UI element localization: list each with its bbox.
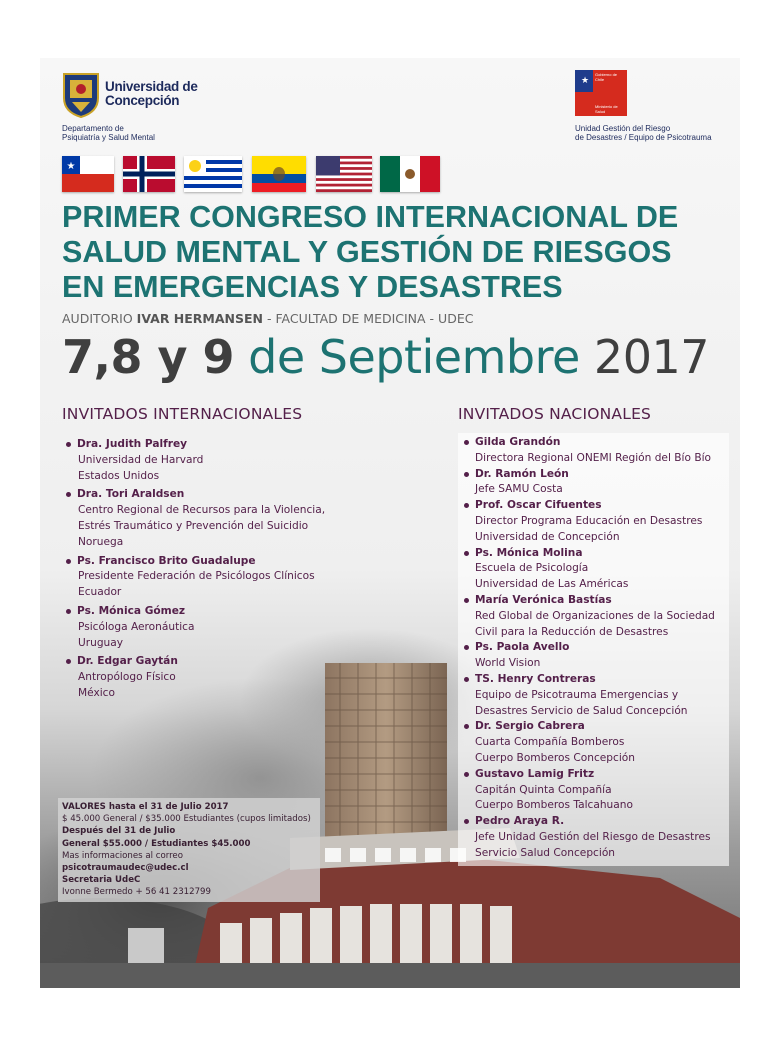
guest-affiliation: Jefe Unidad Gestión del Riesgo de Desastres: [475, 830, 711, 843]
guest-name: Pedro Araya R.: [475, 815, 565, 828]
guest-entry: [62, 437, 362, 484]
bullet-icon: [464, 724, 469, 729]
price-info-line: VALORES hasta el 31 de Julio 2017: [62, 802, 229, 812]
bullet-icon: [66, 609, 71, 614]
guest-affiliation: Estados Unidos: [78, 469, 160, 482]
guest-affiliation: Universidad de Concepción: [475, 530, 620, 543]
event-dates: 7,8 y 9 de Septiembre 2017: [62, 330, 709, 384]
bullet-icon: [464, 503, 469, 508]
guest-affiliation: Director Programa Educación en Desastres: [475, 514, 703, 527]
national-guests-heading: INVITADOS NACIONALES: [458, 405, 652, 423]
guest-entry: [460, 435, 725, 467]
ministry-unit: Unidad Gestión del Riesgo de Desastres / Equipo de Psicotrauma: [575, 124, 712, 142]
guest-name: María Verónica Bastías: [475, 593, 612, 606]
bullet-icon: [464, 645, 469, 650]
svg-text:★: ★: [66, 161, 76, 172]
guest-affiliation: Cuarta Compañía Bomberos: [475, 736, 625, 749]
guest-name: Gilda Grandón: [475, 436, 561, 448]
bullet-icon: [464, 472, 469, 477]
guest-entry: [460, 814, 725, 861]
guest-affiliation: Servicio Salud Concepción: [475, 846, 616, 859]
guest-entry: [460, 498, 725, 545]
congress-title: PRIMER CONGRESO INTERNACIONAL DE SALUD MENTAL Y GESTIÓN DE RIESGOS EN EMERGENCIAS Y DESASTRES: [62, 200, 679, 304]
guest-affiliation: Universidad de Las Américas: [475, 578, 629, 591]
guest-name: Ps. Paola Avello: [475, 641, 570, 654]
star-icon: ★: [581, 76, 590, 86]
guest-affiliation: Equipo de Psicotrauma Emergencias y: [475, 688, 679, 701]
bullet-icon: [66, 559, 71, 564]
guest-affiliation: Ecuador: [78, 586, 122, 599]
guest-name: Dr. Ramón León: [475, 467, 569, 480]
guest-affiliation: Psicóloga Aeronáutica: [78, 620, 195, 633]
guest-affiliation: Cuerpo Bomberos Concepción: [475, 751, 635, 764]
prices-info-box: [58, 798, 320, 902]
uruguay-flag-icon: [184, 156, 242, 192]
price-info-line: Ivonne Bermedo + 56 41 2312799: [62, 887, 211, 898]
guest-name: Ps. Mónica Molina: [475, 546, 583, 559]
norway-flag-icon: [123, 156, 175, 192]
congress-poster: [40, 58, 740, 988]
mexico-flag-icon: [380, 156, 440, 192]
guest-affiliation: Jefe SAMU Costa: [475, 483, 563, 496]
guest-entry: [460, 672, 725, 719]
bullet-icon: [464, 772, 469, 777]
ministry-logo: ★ Gobierno de Chile Ministerio de Salud: [575, 70, 627, 116]
bullet-icon: [66, 442, 71, 447]
venue-line: AUDITORIO IVAR HERMANSEN - FACULTAD DE MEDICINA - UDEC: [62, 311, 474, 326]
bullet-icon: [464, 440, 469, 445]
guest-name: Dra. Tori Araldsen: [77, 488, 185, 501]
guest-affiliation: Capitán Quinta Compañía: [475, 783, 612, 796]
guest-entry: [62, 654, 362, 701]
guest-entry: [460, 640, 725, 672]
international-guest-list: [62, 437, 362, 705]
guest-name: TS. Henry Contreras: [475, 672, 596, 685]
bullet-icon: [464, 677, 469, 682]
guest-entry: [62, 604, 362, 651]
price-info-line: psicotraumaudec@udec.cl: [62, 863, 189, 874]
guest-affiliation: Directora Regional ONEMI Región del Bío Bío: [475, 451, 712, 464]
guest-entry: [460, 767, 725, 814]
guest-affiliation: Cuerpo Bomberos Talcahuano: [475, 799, 633, 812]
guest-affiliation: Estrés Traumático y Prevención del Suicidio: [78, 519, 309, 532]
university-department: Departamento de Psiquiatría y Salud Mental: [62, 124, 155, 142]
bullet-icon: [464, 819, 469, 824]
bullet-icon: [66, 492, 71, 497]
guest-affiliation: Universidad de Harvard: [78, 453, 204, 466]
bullet-icon: [464, 598, 469, 603]
guest-name: Ps. Francisco Brito Guadalupe: [77, 554, 256, 567]
price-info-line: $ 45.000 General / $35.000 Estudiantes (cupos limitados): [62, 814, 311, 825]
guest-affiliation: World Vision: [475, 657, 541, 670]
guest-affiliation: Noruega: [78, 535, 124, 548]
guest-affiliation: Red Global de Organizaciones de la Sociedad: [475, 609, 715, 622]
guest-affiliation: México: [78, 686, 115, 699]
guest-affiliation: Presidente Federación de Psicólogos Clínicos: [78, 570, 315, 583]
price-info-line: Mas informaciones al correo: [62, 850, 183, 861]
guest-affiliation: Escuela de Psicología: [475, 562, 589, 575]
guest-affiliation: Centro Regional de Recursos para la Violencia,: [78, 504, 326, 517]
bullet-icon: [464, 551, 469, 556]
price-info-line: Después del 31 de Julio: [62, 826, 176, 837]
guest-name: Prof. Oscar Cifuentes: [475, 499, 602, 512]
university-crest-icon: [62, 72, 100, 118]
guest-name: Dr. Edgar Gaytán: [77, 655, 178, 668]
guest-entry: [460, 467, 725, 499]
guest-name: Dra. Judith Palfrey: [77, 438, 188, 450]
international-guests-heading: INVITADOS INTERNACIONALES: [62, 405, 303, 423]
usa-flag-icon: [316, 156, 372, 192]
guest-affiliation: Civil para la Reducción de Desastres: [475, 625, 669, 638]
guest-entry: [62, 554, 362, 601]
guest-affiliation: Uruguay: [78, 636, 124, 649]
guest-entry: [460, 719, 725, 766]
guest-affiliation: Desastres Servicio de Salud Concepción: [475, 704, 688, 717]
guest-entry: [460, 546, 725, 593]
guest-affiliation: Antropólogo Físico: [78, 671, 176, 684]
guest-entry: [460, 593, 725, 640]
university-name: Universidad de Concepción: [105, 79, 198, 108]
chile-flag-icon: [62, 156, 114, 192]
guest-name: Gustavo Lamig Fritz: [475, 767, 595, 780]
national-guest-list: [458, 433, 729, 866]
ecuador-flag-icon: [252, 156, 306, 192]
price-info-line: General $55.000 / Estudiantes $45.000: [62, 838, 251, 849]
guest-name: Dr. Sergio Cabrera: [475, 720, 585, 733]
bullet-icon: [66, 659, 71, 664]
guest-name: Ps. Mónica Gómez: [77, 604, 186, 617]
guest-entry: [62, 487, 362, 550]
price-info-line: Secretaria UdeC: [62, 875, 141, 886]
